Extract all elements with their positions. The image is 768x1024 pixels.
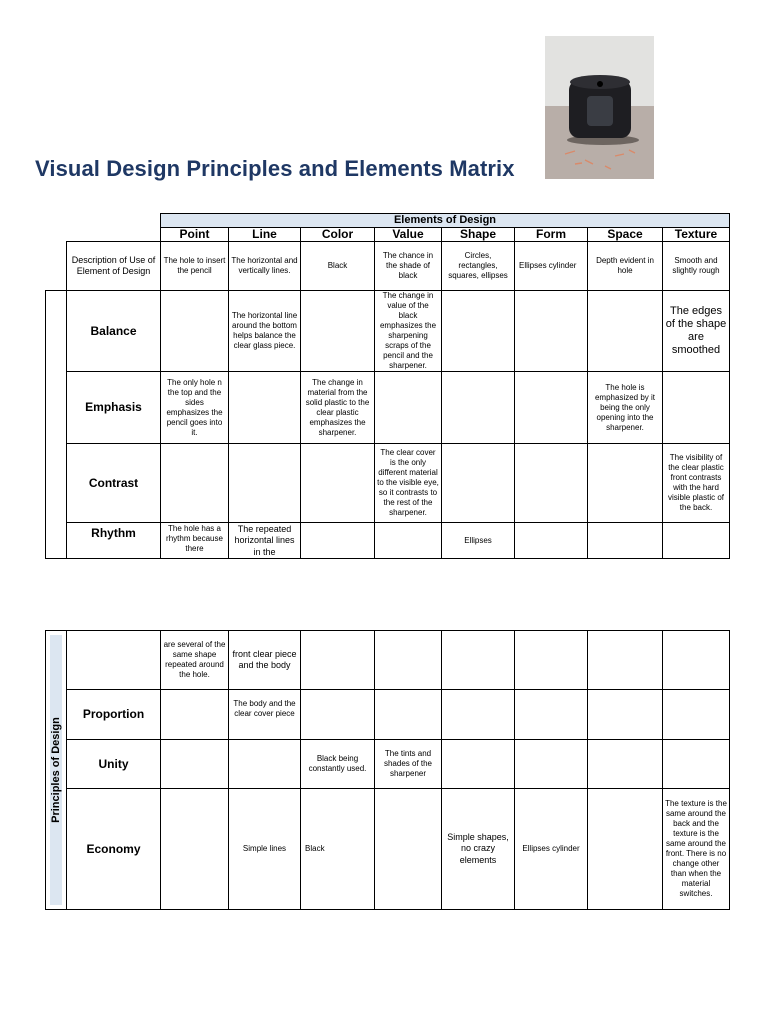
col-header-line: Line xyxy=(228,227,301,242)
emphasis-form xyxy=(514,371,588,444)
proportion-texture xyxy=(662,689,730,740)
row-label-economy: Economy xyxy=(66,788,161,910)
contrast-color xyxy=(300,443,375,523)
col-header-texture: Texture xyxy=(662,227,730,242)
contrast-shape xyxy=(441,443,515,523)
proportion-form xyxy=(514,689,588,740)
economy-form: Ellipses cylinder xyxy=(514,788,588,910)
economy-point xyxy=(160,788,229,910)
contrast-space xyxy=(587,443,663,523)
row-label-balance: Balance xyxy=(66,290,161,372)
unity-value: The tints and shades of the sharpener xyxy=(374,739,442,789)
unity-space xyxy=(587,739,663,789)
emphasis-line xyxy=(228,371,301,444)
emphasis-value xyxy=(374,371,442,444)
emphasis-space: The hole is emphasized by it being the only opening into the sharpener. xyxy=(587,371,663,444)
pencil-sharpener-photo xyxy=(545,36,654,179)
rhythm-continued-label xyxy=(66,630,161,690)
proportion-point xyxy=(160,689,229,740)
description-value: The chance in the shade of black xyxy=(374,241,442,291)
unity-form xyxy=(514,739,588,789)
contrast-form xyxy=(514,443,588,523)
col-header-point: Point xyxy=(160,227,229,242)
proportion-value xyxy=(374,689,442,740)
contrast-value: The clear cover is the only different material to the visible eye, so it contrasts to the rest of the sharpener. xyxy=(374,443,442,523)
row-label-proportion: Proportion xyxy=(66,689,161,740)
balance-line: The horizontal line around the bottom helps balance the clear glass piece. xyxy=(228,290,301,372)
col-header-shape: Shape xyxy=(441,227,515,242)
col-header-space: Space xyxy=(587,227,663,242)
row-label-rhythm: Rhythm xyxy=(66,522,161,559)
proportion-space xyxy=(587,689,663,740)
description-shape: Circles, rectangles, squares, ellipses xyxy=(441,241,515,291)
rhythm2-color xyxy=(300,630,375,690)
emphasis-texture xyxy=(662,371,730,444)
balance-point xyxy=(160,290,229,372)
description-line: The horizontal and vertically lines. xyxy=(228,241,301,291)
rhythm-point-part2: are several of the same shape repeated around the hole. xyxy=(160,630,229,690)
description-row-label: Description of Use of Element of Design xyxy=(66,241,161,291)
elements-of-design-header: Elements of Design xyxy=(160,213,730,228)
emphasis-shape xyxy=(441,371,515,444)
contrast-point xyxy=(160,443,229,523)
balance-color xyxy=(300,290,375,372)
unity-color: Black being constantly used. xyxy=(300,739,375,789)
principles-label-column xyxy=(45,290,67,559)
proportion-line: The body and the clear cover piece xyxy=(228,689,301,740)
contrast-line xyxy=(228,443,301,523)
rhythm-shape: Ellipses xyxy=(441,522,515,559)
economy-value xyxy=(374,788,442,910)
balance-space xyxy=(587,290,663,372)
balance-value: The change in value of the black emphasizes the sharpening scraps of the pencil and the sharpener. xyxy=(374,290,442,372)
description-point: The hole to insert the pencil xyxy=(160,241,229,291)
description-color: Black xyxy=(300,241,375,291)
economy-line: Simple lines xyxy=(228,788,301,910)
rhythm-color xyxy=(300,522,375,559)
description-form: Ellipses cylinder xyxy=(514,241,588,291)
unity-point xyxy=(160,739,229,789)
balance-shape xyxy=(441,290,515,372)
proportion-color xyxy=(300,689,375,740)
rhythm2-shape xyxy=(441,630,515,690)
principles-of-design-label xyxy=(45,630,67,910)
economy-space xyxy=(587,788,663,910)
row-label-unity: Unity xyxy=(66,739,161,789)
balance-form xyxy=(514,290,588,372)
rhythm-form xyxy=(514,522,588,559)
rhythm-space xyxy=(587,522,663,559)
proportion-shape xyxy=(441,689,515,740)
rhythm-value xyxy=(374,522,442,559)
rhythm-line-part2: front clear piece and the body xyxy=(228,630,301,690)
economy-texture: The texture is the same around the back and the texture is the same around the front. There is no change other than when the material switches. xyxy=(662,788,730,910)
contrast-texture: The visibility of the clear plastic front contrasts with the hard visible plastic of the back. xyxy=(662,443,730,523)
economy-color: Black xyxy=(300,788,375,910)
row-label-emphasis: Emphasis xyxy=(66,371,161,444)
description-texture: Smooth and slightly rough xyxy=(662,241,730,291)
rhythm2-form xyxy=(514,630,588,690)
col-header-color: Color xyxy=(300,227,375,242)
unity-texture xyxy=(662,739,730,789)
unity-line xyxy=(228,739,301,789)
emphasis-color: The change in material from the solid plastic to the clear plastic emphasizes the sharpener. xyxy=(300,371,375,444)
rhythm-texture xyxy=(662,522,730,559)
balance-texture: The edges of the shape are smoothed xyxy=(662,290,730,372)
col-header-form: Form xyxy=(514,227,588,242)
rhythm2-space xyxy=(587,630,663,690)
rhythm2-value xyxy=(374,630,442,690)
row-label-contrast: Contrast xyxy=(66,443,161,523)
emphasis-point: The only hole n the top and the sides emphasizes the pencil goes into it. xyxy=(160,371,229,444)
unity-shape xyxy=(441,739,515,789)
description-space: Depth evident in hole xyxy=(587,241,663,291)
principles-of-design-text: Principles of Design xyxy=(50,717,62,823)
economy-shape: Simple shapes, no crazy elements xyxy=(441,788,515,910)
rhythm-point-part1: The hole has a rhythm because there xyxy=(160,522,229,559)
page-title: Visual Design Principles and Elements Matrix xyxy=(35,156,515,181)
col-header-value: Value xyxy=(374,227,442,242)
rhythm-line-part1: The repeated horizontal lines in the xyxy=(228,522,301,559)
rhythm2-texture xyxy=(662,630,730,690)
